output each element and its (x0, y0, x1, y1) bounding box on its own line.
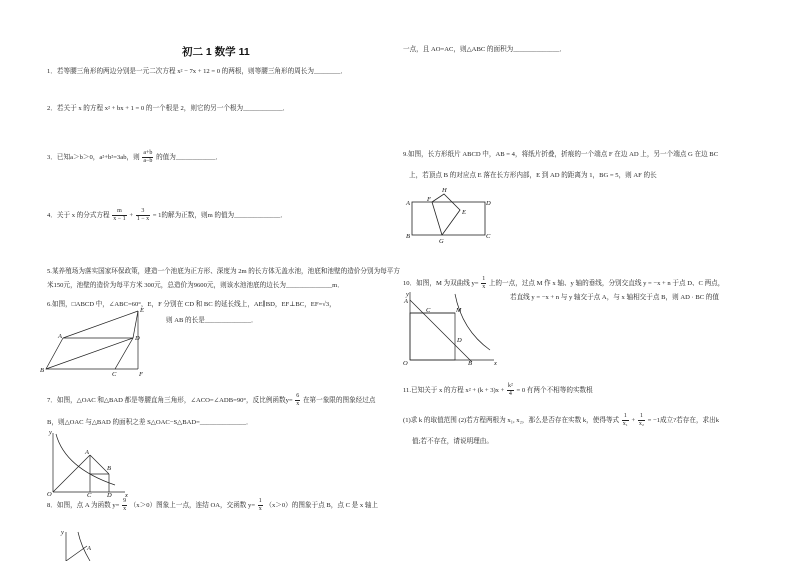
fig9-label-B: B (406, 233, 410, 240)
fig9-label-F: F (427, 196, 431, 203)
page-title: 初二 1 数学 11 (182, 46, 250, 58)
figure-9 (400, 182, 500, 246)
fig6-label-A: A (58, 333, 62, 340)
question-9-line-2: 上，若顶点 B 的对应点 E 落在长方形内部，E 到 AD 的距离为 1，BG = 5，则 AF 的长 (409, 172, 657, 179)
fig7-label-y: y (49, 429, 52, 436)
question-7-line-2: B，则△OAC 与△BAD 的面积之差 S△OAC−S△BAD=______________． (47, 419, 253, 426)
figure-6 (40, 308, 160, 378)
fig7-label-C: C (87, 492, 92, 499)
figure-7 (45, 430, 130, 498)
fig10-label-O: O (403, 360, 408, 367)
question-10-fraction: $\frac{1}{x}$ (482, 276, 486, 290)
question-7-fraction: $\frac{6}{x}$ (296, 393, 300, 407)
fig9-label-H: H (442, 187, 447, 194)
question-4: 4．关于 x 的分式方程 $\frac{m}{x - 1}$ + $\frac{3}{1 - x}$ = 1的解为正数，则m 的值为______________． (47, 208, 287, 222)
fig6-label-C: C (112, 371, 117, 378)
question-11-line-1: 11.已知关于 x 的方程 x² + (k + 3)x + $\frac{\text{k²}}{4}$ = 0 有两个不相等的实数根 (403, 383, 593, 397)
fig8-label-y: y (61, 529, 64, 536)
fig7-label-B: B (107, 465, 111, 472)
question-8-fraction-1: $\frac{9}{x}$ (123, 498, 127, 512)
fig7-label-A: A (85, 449, 89, 456)
question-2: 2．若关于 x 的方程 x² + bx + 1 = 0 的一个根是 2，则它的另一个根为____________． (47, 105, 290, 112)
question-8-fraction-2: $\frac{1}{x}$ (258, 498, 262, 512)
question-11-fraction-x2: $\frac{1}{\text{x₂}}$ (638, 413, 645, 427)
question-1: 1．若等腰三角形的两边分别是一元二次方程 x² − 7x + 12 = 0 的两根，则等腰三角形的周长为________． (47, 68, 347, 75)
question-11-fraction: $\frac{\text{k²}}{4}$ (508, 383, 513, 397)
question-4-fraction-1: $\frac{m}{x - 1}$ (113, 208, 126, 222)
question-5-line-1: 5.某养殖场为落实国家环保政策，建造一个池底为正方形、深度为 2m 的长方体无盖水池，池底和池壁的造价分别为每平方 (47, 268, 400, 275)
fig7-label-D: D (107, 492, 112, 499)
fig9-label-D: D (486, 200, 491, 207)
fig10-label-B: B (468, 360, 472, 367)
question-10-line-2: 若直线 y = −x + n 与 y 轴交于点 A，与 x 轴相交于点 B，则 AD · BC 的值 (510, 294, 719, 301)
fig6-label-E: E (140, 307, 144, 314)
fig9-label-E: E (462, 209, 466, 216)
fig10-label-D: D (457, 337, 462, 344)
fig10-label-C: C (426, 307, 431, 314)
question-11-line-2: (1)求 k 的取值范围 (2)若方程两根为 x₁, x₂，那么是否存在实数 k，使得等式 $\frac{1}{\text{x₁}}$ + $\frac{1}{\text{x₂}}$ = −1成立?若存在，求出k (403, 413, 720, 427)
figure-10 (400, 290, 500, 366)
fig6-label-B: B (40, 367, 44, 374)
question-9-line-1: 9.如图，长方形纸片 ABCD 中，AB = 4，将纸片折叠，折痕的一个端点 F 在边 AD 上，另一个端点 G 在边 BC (403, 151, 719, 158)
fig10-label-y: y (406, 291, 409, 298)
figure-8 (55, 528, 105, 561)
fig7-label-x: x (125, 492, 128, 499)
question-8-line-2: 一点，且 AO=AC，则△ABC 的面积为______________． (403, 46, 567, 53)
question-6-line-1: 6.如图，□ABCD 中，∠ABC=60°，E，F 分别在 CD 和 BC 的延长线上，AE∥BD，EF⊥BC，EF=√3， (47, 301, 336, 308)
fig9-label-C: C (486, 233, 491, 240)
question-3-fraction: $\frac{a+b}{a-b}$ (143, 150, 153, 164)
question-3-text: 3．已知a＞b＞0，a²+b²=3ab，则 (47, 154, 140, 162)
fig7-label-O: O (47, 491, 52, 498)
fig6-label-D: D (135, 335, 140, 342)
fig9-label-G: G (439, 238, 444, 245)
fig10-label-A: A (404, 298, 408, 305)
fig9-label-A: A (406, 200, 410, 207)
question-11-line-3: 值;若不存在，请说明理由。 (412, 438, 493, 445)
question-6-line-2: 则 AB 的长是______________． (166, 317, 258, 324)
question-4-fraction-2: $\frac{3}{1 - x}$ (136, 208, 150, 222)
fig10-label-M: M (456, 307, 462, 314)
question-8-line-1: 8．如图，点 A 为函数 y= $\frac{9}{x}$ （x＞0）图象上一点，连结 OA，交函数 y= $\frac{1}{x}$ （x＞0）的图象于点 B，点 C 是 x 轴上 (47, 498, 379, 512)
fig6-label-F: F (139, 371, 143, 378)
question-5-line-2: 米150元，池壁的造价为每平方米 300元，总造价为9600元，则该水池池底的边长为______________m． (47, 282, 344, 289)
fig10-label-x: x (494, 360, 497, 367)
question-10-line-1: 10．如图，M 为双曲线 y= $\frac{1}{x}$ 上的一点，过点 M 作 x 轴、y 轴的垂线，分别交直线 y = −x + n 于点 D、C 两点， (403, 276, 725, 290)
question-7-line-1: 7．如图，△OAC 和△BAD 都是等腰直角三角形，∠ACO=∠ADB=90°，反比例函数y= $\frac{6}{x}$ 在第一象限的图象经过点 (47, 393, 376, 407)
question-3-text-end: 的值为____________． (156, 154, 222, 162)
question-11-fraction-x1: $\frac{1}{\text{x₁}}$ (622, 413, 628, 427)
fig8-label-A: A (87, 545, 91, 552)
question-3 (47, 150, 222, 165)
